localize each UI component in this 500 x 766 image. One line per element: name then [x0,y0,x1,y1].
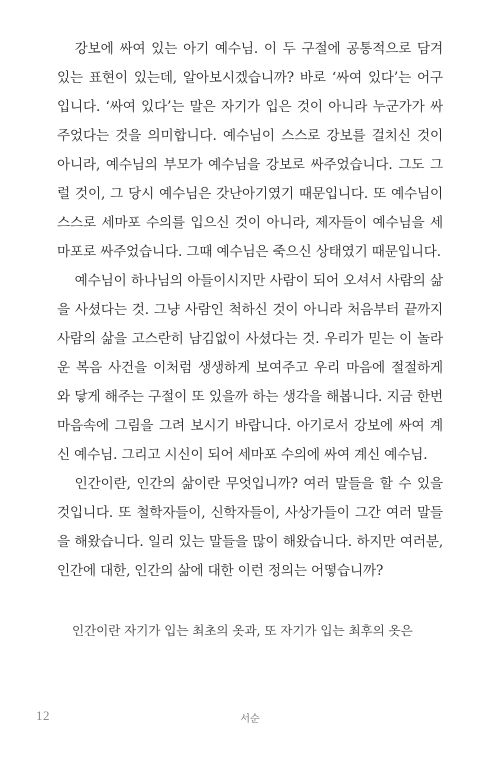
paragraph-2: 예수님이 하나님의 아들이시지만 사람이 되어 오셔서 사람의 삶을 사셨다는 것. 그냥 사람인 척하신 것이 아니라 처음부터 끝까지 사람의 삶을 고스란히 남김없이 사셨다는 것. 우리가 믿는 이 놀라운 복음 사건을 이처럼 생생하게 보여주고 우리 마음에 절절하게 와 닿게 해주는 구절이 또 있을까 하는 생각을 해봅니다. 지금 한번 마음속에 그림을 그려 보시기 바랍니다. 아기로서 강보에 싸여 계신 예수님. 그리고 시신이 되어 세마포 수의에 싸여 계신 예수님. [57,273,443,463]
quote-text: 인간이란 자기가 입는 최초의 옷과, 또 자기가 입는 최후의 옷은 [72,623,413,638]
running-footer-title: 서순 [240,714,260,725]
page-number: 12 [36,708,50,723]
paragraph-3: 인간이란, 인간의 삶이란 무엇입니까? 여러 말들을 할 수 있을 것입니다. 또 철학자들이, 신학자들이, 사상가들이 그간 여러 말들을 해왔습니다. 일리 있는 말들을 많이 해왔습니다. 하지만 여러분, 인간에 대한, 인간의 삶에 대한 이런 정의는 어떻습니까? [57,476,443,579]
paragraph-1: 강보에 싸여 있는 아기 예수님. 이 두 구절에 공통적으로 담겨 있는 표현이 있는데, 알아보시겠습니까? 바로 ‘싸여 있다’는 어구입니다. ‘싸여 있다’는 말은 자기가 입은 것이 아니라 누군가가 싸주었다는 것을 의미합니다. 예수님이 스스로 강보를 걸치신 것이 아니라, 예수님의 부모가 예수님을 강보로 싸주었습니다. 그도 그럴 것이, 그 당시 예수님은 갓난아기였기 때문입니다. 또 예수님이 스스로 세마포 수의를 입으신 것이 아니라, 제자들이 예수님을 세마포로 싸주었습니다. 그때 예수님은 죽으신 상태였기 때문입니다. [57,41,443,260]
body-text [57,35,443,586]
